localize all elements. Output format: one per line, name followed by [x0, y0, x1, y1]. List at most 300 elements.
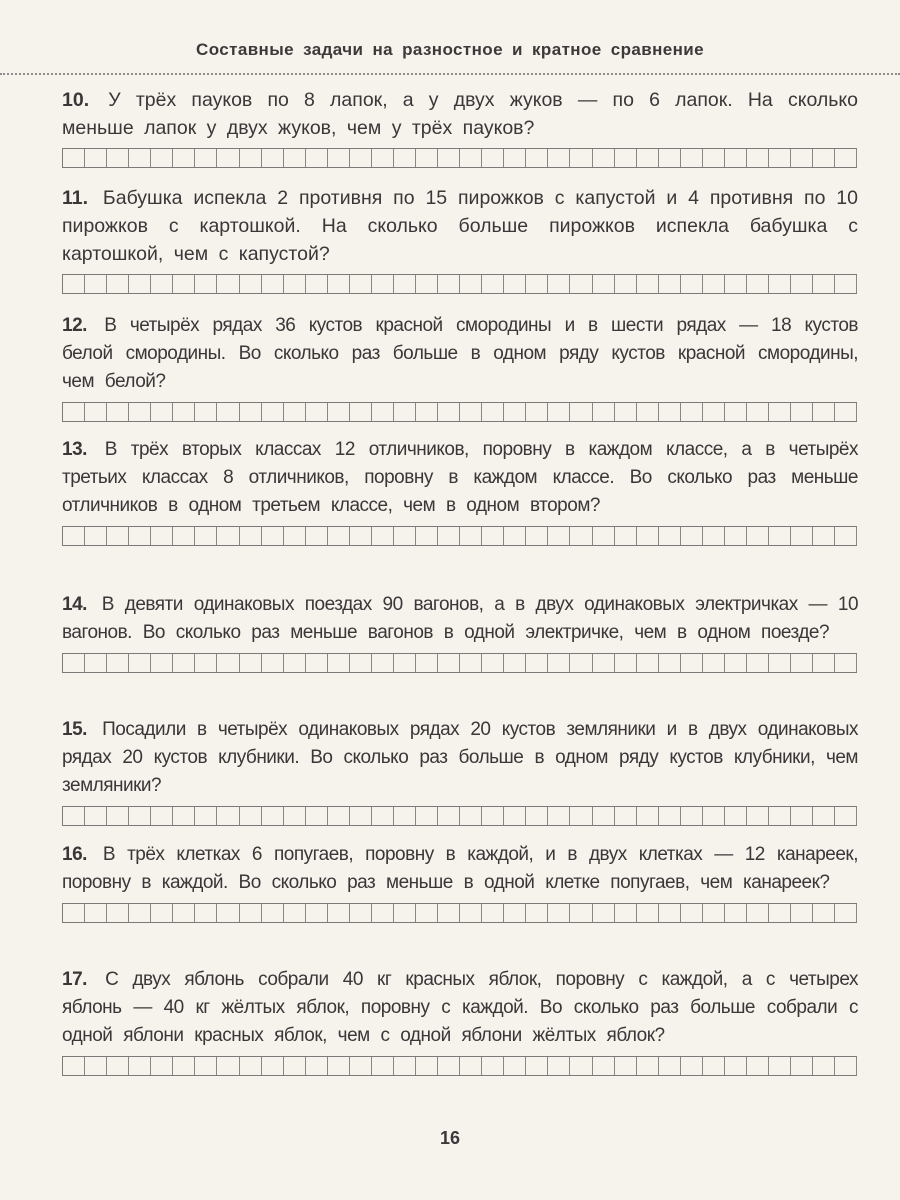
answer-cell[interactable] — [107, 904, 129, 922]
answer-cell[interactable] — [482, 527, 504, 545]
answer-cell[interactable] — [394, 1057, 416, 1075]
answer-cell[interactable] — [526, 527, 548, 545]
answer-cell[interactable] — [526, 275, 548, 293]
answer-cell[interactable] — [681, 403, 703, 421]
answer-cell[interactable] — [85, 403, 107, 421]
answer-cell[interactable] — [791, 904, 813, 922]
answer-cell[interactable] — [460, 654, 482, 672]
answer-cell[interactable] — [593, 807, 615, 825]
answer-cell[interactable] — [284, 149, 306, 167]
answer-cell[interactable] — [350, 904, 372, 922]
answer-grid[interactable] — [62, 903, 857, 923]
answer-cell[interactable] — [791, 275, 813, 293]
answer-cell[interactable] — [835, 904, 857, 922]
answer-cell[interactable] — [791, 807, 813, 825]
answer-cell[interactable] — [195, 1057, 217, 1075]
task-text: Посадили в четырёх одинаковых рядах 20 кустов земляники и в двух одинаковых рядах 20 кустов клубники. Во сколько раз больше в одном ряду кустов клубники, чем земляники? — [62, 719, 858, 796]
answer-cell[interactable] — [394, 654, 416, 672]
answer-cell[interactable] — [328, 527, 350, 545]
answer-cell[interactable] — [637, 527, 659, 545]
answer-cell[interactable] — [659, 527, 681, 545]
answer-cell[interactable] — [173, 904, 195, 922]
answer-cell[interactable] — [835, 403, 857, 421]
answer-cell[interactable] — [129, 1057, 151, 1075]
answer-cell[interactable] — [703, 149, 725, 167]
answer-cell[interactable] — [416, 1057, 438, 1075]
answer-cell[interactable] — [262, 654, 284, 672]
answer-cell[interactable] — [570, 527, 592, 545]
answer-cell[interactable] — [438, 807, 460, 825]
answer-cell[interactable] — [63, 807, 85, 825]
answer-cell[interactable] — [372, 1057, 394, 1075]
answer-cell[interactable] — [173, 1057, 195, 1075]
answer-cell[interactable] — [306, 904, 328, 922]
answer-cell[interactable] — [637, 807, 659, 825]
answer-cell[interactable] — [416, 403, 438, 421]
answer-cell[interactable] — [681, 527, 703, 545]
answer-cell[interactable] — [416, 904, 438, 922]
answer-cell[interactable] — [372, 149, 394, 167]
answer-cell[interactable] — [195, 527, 217, 545]
answer-cell[interactable] — [85, 1057, 107, 1075]
answer-cell[interactable] — [747, 807, 769, 825]
answer-cell[interactable] — [173, 403, 195, 421]
answer-cell[interactable] — [151, 149, 173, 167]
answer-cell[interactable] — [394, 275, 416, 293]
answer-cell[interactable] — [835, 654, 857, 672]
answer-grid[interactable] — [62, 148, 857, 168]
answer-cell[interactable] — [350, 149, 372, 167]
answer-cell[interactable] — [482, 403, 504, 421]
answer-cell[interactable] — [659, 275, 681, 293]
answer-cell[interactable] — [747, 1057, 769, 1075]
answer-cell[interactable] — [482, 904, 504, 922]
answer-cell[interactable] — [107, 1057, 129, 1075]
answer-cell[interactable] — [240, 1057, 262, 1075]
answer-cell[interactable] — [85, 654, 107, 672]
answer-cell[interactable] — [835, 807, 857, 825]
answer-cell[interactable] — [438, 527, 460, 545]
answer-cell[interactable] — [570, 1057, 592, 1075]
answer-cell[interactable] — [438, 149, 460, 167]
answer-cell[interactable] — [681, 149, 703, 167]
answer-cell[interactable] — [813, 275, 835, 293]
answer-cell[interactable] — [240, 149, 262, 167]
answer-cell[interactable] — [217, 403, 239, 421]
answer-cell[interactable] — [615, 904, 637, 922]
answer-cell[interactable] — [593, 275, 615, 293]
answer-cell[interactable] — [151, 654, 173, 672]
answer-cell[interactable] — [63, 275, 85, 293]
answer-cell[interactable] — [725, 403, 747, 421]
answer-cell[interactable] — [306, 403, 328, 421]
answer-cell[interactable] — [195, 904, 217, 922]
answer-cell[interactable] — [217, 527, 239, 545]
answer-cell[interactable] — [725, 275, 747, 293]
answer-cell[interactable] — [725, 149, 747, 167]
answer-cell[interactable] — [63, 654, 85, 672]
answer-cell[interactable] — [593, 1057, 615, 1075]
answer-cell[interactable] — [173, 527, 195, 545]
answer-cell[interactable] — [85, 527, 107, 545]
answer-cell[interactable] — [835, 275, 857, 293]
answer-cell[interactable] — [240, 904, 262, 922]
answer-cell[interactable] — [328, 807, 350, 825]
answer-cell[interactable] — [504, 904, 526, 922]
answer-cell[interactable] — [769, 807, 791, 825]
answer-cell[interactable] — [548, 149, 570, 167]
answer-cell[interactable] — [240, 275, 262, 293]
answer-cell[interactable] — [769, 527, 791, 545]
answer-cell[interactable] — [637, 654, 659, 672]
answer-cell[interactable] — [63, 904, 85, 922]
answer-cell[interactable] — [570, 654, 592, 672]
answer-cell[interactable] — [769, 403, 791, 421]
answer-cell[interactable] — [217, 149, 239, 167]
answer-cell[interactable] — [548, 1057, 570, 1075]
answer-cell[interactable] — [659, 149, 681, 167]
answer-cell[interactable] — [681, 1057, 703, 1075]
answer-cell[interactable] — [615, 654, 637, 672]
answer-cell[interactable] — [372, 654, 394, 672]
answer-cell[interactable] — [284, 403, 306, 421]
answer-cell[interactable] — [262, 275, 284, 293]
answer-cell[interactable] — [791, 654, 813, 672]
answer-cell[interactable] — [703, 904, 725, 922]
answer-cell[interactable] — [504, 275, 526, 293]
answer-cell[interactable] — [151, 403, 173, 421]
answer-cell[interactable] — [681, 904, 703, 922]
answer-cell[interactable] — [416, 807, 438, 825]
answer-cell[interactable] — [526, 149, 548, 167]
answer-cell[interactable] — [328, 275, 350, 293]
answer-cell[interactable] — [129, 904, 151, 922]
answer-cell[interactable] — [438, 403, 460, 421]
answer-cell[interactable] — [813, 403, 835, 421]
answer-cell[interactable] — [460, 149, 482, 167]
answer-cell[interactable] — [85, 904, 107, 922]
answer-cell[interactable] — [306, 149, 328, 167]
answer-cell[interactable] — [217, 904, 239, 922]
answer-cell[interactable] — [637, 1057, 659, 1075]
answer-cell[interactable] — [240, 807, 262, 825]
answer-cell[interactable] — [747, 275, 769, 293]
answer-cell[interactable] — [129, 654, 151, 672]
answer-cell[interactable] — [504, 403, 526, 421]
answer-cell[interactable] — [593, 149, 615, 167]
answer-cell[interactable] — [129, 807, 151, 825]
answer-cell[interactable] — [835, 149, 857, 167]
answer-cell[interactable] — [284, 1057, 306, 1075]
answer-grid[interactable] — [62, 1056, 857, 1076]
answer-cell[interactable] — [570, 275, 592, 293]
answer-cell[interactable] — [129, 275, 151, 293]
answer-cell[interactable] — [350, 403, 372, 421]
answer-cell[interactable] — [372, 527, 394, 545]
answer-cell[interactable] — [791, 527, 813, 545]
answer-cell[interactable] — [769, 654, 791, 672]
answer-cell[interactable] — [328, 654, 350, 672]
answer-cell[interactable] — [703, 807, 725, 825]
answer-cell[interactable] — [659, 807, 681, 825]
answer-cell[interactable] — [85, 275, 107, 293]
answer-cell[interactable] — [548, 403, 570, 421]
answer-cell[interactable] — [703, 403, 725, 421]
answer-cell[interactable] — [328, 904, 350, 922]
answer-cell[interactable] — [284, 527, 306, 545]
answer-cell[interactable] — [217, 1057, 239, 1075]
answer-cell[interactable] — [703, 527, 725, 545]
answer-cell[interactable] — [217, 807, 239, 825]
answer-cell[interactable] — [637, 904, 659, 922]
answer-cell[interactable] — [659, 403, 681, 421]
answer-cell[interactable] — [63, 1057, 85, 1075]
answer-cell[interactable] — [637, 403, 659, 421]
answer-cell[interactable] — [747, 403, 769, 421]
answer-cell[interactable] — [306, 807, 328, 825]
answer-cell[interactable] — [570, 403, 592, 421]
answer-cell[interactable] — [659, 654, 681, 672]
answer-cell[interactable] — [438, 1057, 460, 1075]
answer-cell[interactable] — [350, 654, 372, 672]
answer-cell[interactable] — [548, 904, 570, 922]
answer-cell[interactable] — [570, 149, 592, 167]
answer-cell[interactable] — [681, 654, 703, 672]
answer-cell[interactable] — [703, 654, 725, 672]
answer-cell[interactable] — [151, 1057, 173, 1075]
answer-cell[interactable] — [372, 403, 394, 421]
answer-cell[interactable] — [791, 403, 813, 421]
answer-cell[interactable] — [460, 403, 482, 421]
answer-cell[interactable] — [240, 654, 262, 672]
answer-cell[interactable] — [659, 904, 681, 922]
answer-cell[interactable] — [526, 807, 548, 825]
answer-cell[interactable] — [548, 527, 570, 545]
answer-cell[interactable] — [173, 654, 195, 672]
answer-cell[interactable] — [262, 149, 284, 167]
answer-cell[interactable] — [262, 527, 284, 545]
answer-cell[interactable] — [703, 275, 725, 293]
answer-cell[interactable] — [813, 527, 835, 545]
answer-cell[interactable] — [372, 275, 394, 293]
page-title: Составные задачи на разностное и кратное сравнение — [196, 40, 704, 59]
answer-cell[interactable] — [372, 807, 394, 825]
answer-cell[interactable] — [416, 654, 438, 672]
answer-cell[interactable] — [769, 275, 791, 293]
answer-cell[interactable] — [460, 904, 482, 922]
answer-cell[interactable] — [526, 403, 548, 421]
answer-cell[interactable] — [284, 807, 306, 825]
answer-cell[interactable] — [173, 807, 195, 825]
answer-cell[interactable] — [593, 403, 615, 421]
answer-cell[interactable] — [504, 1057, 526, 1075]
answer-cell[interactable] — [460, 1057, 482, 1075]
task-text: В трёх клетках 6 попугаев, поровну в каждой, и в двух клетках — 12 канареек, поровну в каждой. Во сколько раз меньше в одной клетке попугаев, чем канареек? — [62, 844, 858, 893]
answer-cell[interactable] — [394, 807, 416, 825]
answer-cell[interactable] — [328, 1057, 350, 1075]
answer-cell[interactable] — [173, 149, 195, 167]
answer-cell[interactable] — [284, 275, 306, 293]
answer-cell[interactable] — [570, 807, 592, 825]
answer-cell[interactable] — [63, 403, 85, 421]
answer-cell[interactable] — [460, 527, 482, 545]
answer-cell[interactable] — [350, 1057, 372, 1075]
answer-cell[interactable] — [151, 807, 173, 825]
answer-cell[interactable] — [129, 527, 151, 545]
answer-cell[interactable] — [195, 275, 217, 293]
answer-cell[interactable] — [725, 654, 747, 672]
answer-cell[interactable] — [637, 149, 659, 167]
answer-cell[interactable] — [615, 403, 637, 421]
answer-cell[interactable] — [416, 275, 438, 293]
answer-cell[interactable] — [725, 807, 747, 825]
answer-cell[interactable] — [747, 904, 769, 922]
answer-cell[interactable] — [615, 527, 637, 545]
answer-cell[interactable] — [173, 275, 195, 293]
answer-cell[interactable] — [129, 403, 151, 421]
answer-cell[interactable] — [482, 149, 504, 167]
answer-cell[interactable] — [747, 527, 769, 545]
answer-cell[interactable] — [107, 149, 129, 167]
answer-cell[interactable] — [438, 654, 460, 672]
answer-cell[interactable] — [813, 149, 835, 167]
answer-cell[interactable] — [195, 149, 217, 167]
answer-cell[interactable] — [813, 654, 835, 672]
answer-cell[interactable] — [262, 1057, 284, 1075]
answer-cell[interactable] — [747, 149, 769, 167]
answer-grid[interactable] — [62, 806, 857, 826]
answer-cell[interactable] — [593, 654, 615, 672]
answer-cell[interactable] — [416, 149, 438, 167]
answer-cell[interactable] — [482, 1057, 504, 1075]
answer-cell[interactable] — [570, 904, 592, 922]
answer-cell[interactable] — [129, 149, 151, 167]
answer-cell[interactable] — [394, 527, 416, 545]
answer-cell[interactable] — [306, 275, 328, 293]
answer-cell[interactable] — [747, 654, 769, 672]
answer-cell[interactable] — [725, 527, 747, 545]
answer-cell[interactable] — [350, 527, 372, 545]
answer-cell[interactable] — [306, 654, 328, 672]
answer-cell[interactable] — [615, 807, 637, 825]
answer-cell[interactable] — [350, 807, 372, 825]
answer-cell[interactable] — [306, 527, 328, 545]
answer-grid[interactable] — [62, 526, 857, 546]
answer-cell[interactable] — [394, 904, 416, 922]
answer-cell[interactable] — [284, 654, 306, 672]
answer-cell[interactable] — [769, 1057, 791, 1075]
answer-cell[interactable] — [328, 149, 350, 167]
answer-cell[interactable] — [593, 527, 615, 545]
answer-cell[interactable] — [328, 403, 350, 421]
answer-cell[interactable] — [526, 654, 548, 672]
answer-cell[interactable] — [504, 654, 526, 672]
answer-cell[interactable] — [195, 807, 217, 825]
answer-cell[interactable] — [262, 807, 284, 825]
answer-cell[interactable] — [372, 904, 394, 922]
answer-cell[interactable] — [240, 403, 262, 421]
answer-cell[interactable] — [438, 275, 460, 293]
answer-cell[interactable] — [284, 904, 306, 922]
answer-cell[interactable] — [703, 1057, 725, 1075]
answer-cell[interactable] — [791, 1057, 813, 1075]
answer-cell[interactable] — [195, 654, 217, 672]
answer-cell[interactable] — [725, 1057, 747, 1075]
answer-grid[interactable] — [62, 274, 857, 294]
answer-cell[interactable] — [681, 275, 703, 293]
answer-cell[interactable] — [504, 527, 526, 545]
answer-cell[interactable] — [835, 1057, 857, 1075]
answer-cell[interactable] — [63, 149, 85, 167]
answer-cell[interactable] — [835, 527, 857, 545]
answer-cell[interactable] — [659, 1057, 681, 1075]
answer-cell[interactable] — [350, 275, 372, 293]
answer-cell[interactable] — [85, 807, 107, 825]
answer-cell[interactable] — [482, 807, 504, 825]
answer-cell[interactable] — [151, 275, 173, 293]
answer-grid[interactable] — [62, 402, 857, 422]
answer-cell[interactable] — [615, 275, 637, 293]
answer-cell[interactable] — [548, 654, 570, 672]
answer-cell[interactable] — [615, 1057, 637, 1075]
answer-cell[interactable] — [637, 275, 659, 293]
answer-cell[interactable] — [482, 275, 504, 293]
answer-cell[interactable] — [151, 527, 173, 545]
answer-cell[interactable] — [526, 1057, 548, 1075]
answer-cell[interactable] — [548, 807, 570, 825]
answer-cell[interactable] — [593, 904, 615, 922]
answer-cell[interactable] — [394, 403, 416, 421]
answer-cell[interactable] — [460, 275, 482, 293]
answer-cell[interactable] — [769, 149, 791, 167]
answer-cell[interactable] — [63, 527, 85, 545]
answer-cell[interactable] — [217, 275, 239, 293]
answer-cell[interactable] — [262, 403, 284, 421]
answer-cell[interactable] — [438, 904, 460, 922]
answer-cell[interactable] — [217, 654, 239, 672]
answer-cell[interactable] — [416, 527, 438, 545]
answer-cell[interactable] — [107, 654, 129, 672]
answer-cell[interactable] — [394, 149, 416, 167]
answer-cell[interactable] — [615, 149, 637, 167]
answer-cell[interactable] — [107, 275, 129, 293]
answer-cell[interactable] — [306, 1057, 328, 1075]
answer-cell[interactable] — [791, 149, 813, 167]
answer-cell[interactable] — [681, 807, 703, 825]
answer-cell[interactable] — [813, 904, 835, 922]
answer-cell[interactable] — [482, 654, 504, 672]
answer-cell[interactable] — [107, 527, 129, 545]
answer-cell[interactable] — [151, 904, 173, 922]
answer-cell[interactable] — [85, 149, 107, 167]
answer-cell[interactable] — [813, 807, 835, 825]
answer-cell[interactable] — [548, 275, 570, 293]
answer-grid[interactable] — [62, 653, 857, 673]
answer-cell[interactable] — [460, 807, 482, 825]
answer-cell[interactable] — [504, 149, 526, 167]
answer-cell[interactable] — [195, 403, 217, 421]
answer-cell[interactable] — [107, 807, 129, 825]
answer-cell[interactable] — [262, 904, 284, 922]
answer-cell[interactable] — [813, 1057, 835, 1075]
answer-cell[interactable] — [725, 904, 747, 922]
answer-cell[interactable] — [526, 904, 548, 922]
page-number: 16 — [439, 1128, 461, 1148]
answer-cell[interactable] — [240, 527, 262, 545]
answer-cell[interactable] — [504, 807, 526, 825]
answer-cell[interactable] — [769, 904, 791, 922]
answer-cell[interactable] — [107, 403, 129, 421]
